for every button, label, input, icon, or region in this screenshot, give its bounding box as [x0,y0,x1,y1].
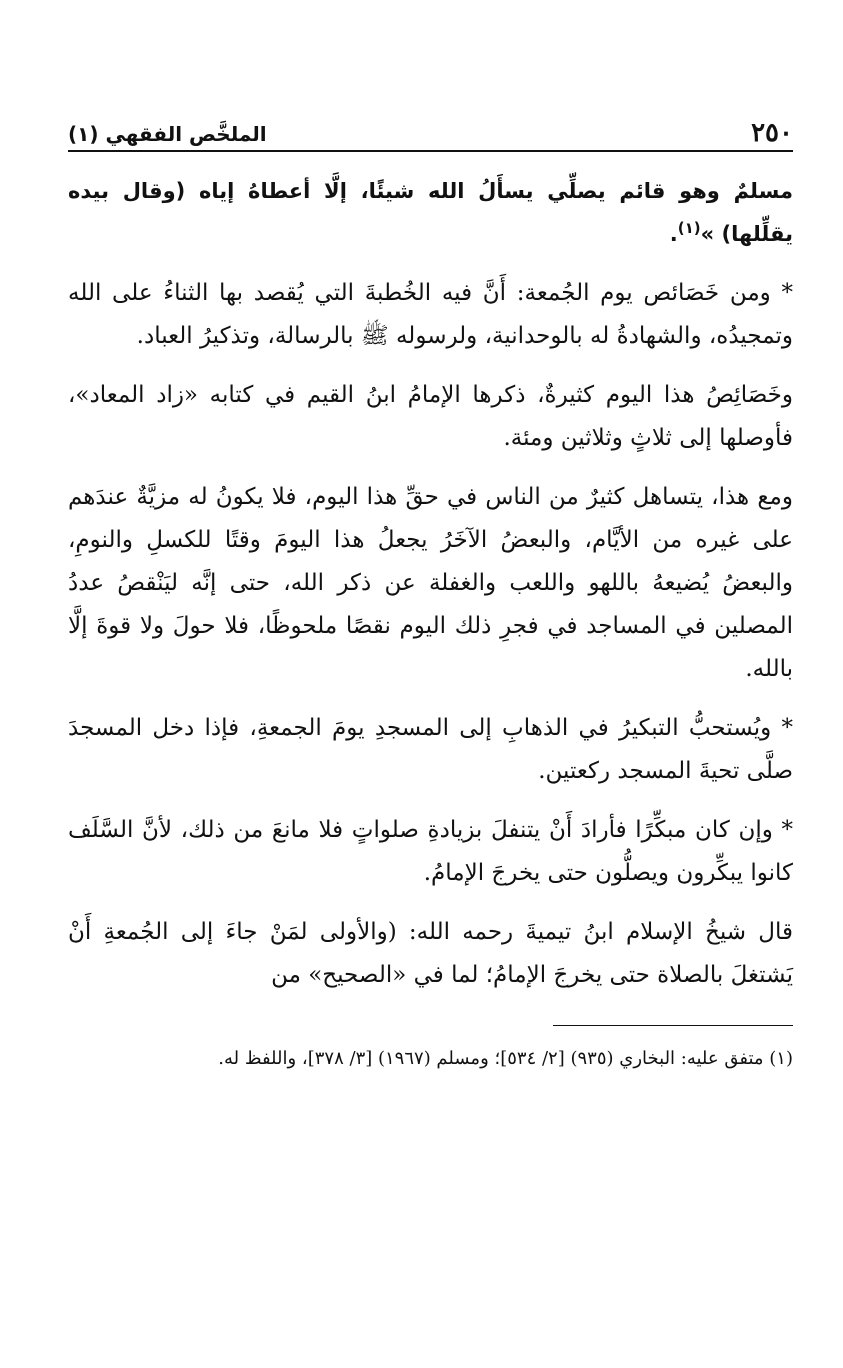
paragraph-5: * ويُستحبُّ التبكيرُ في الذهابِ إلى المسجدِ يومَ الجمعةِ، فإذا دخل المسجدَ صلَّى تحيةَ المسجد ركعتين. [68,715,793,784]
page-number: ٢٥٠ [751,118,793,148]
document-page [68,110,793,1260]
paragraph-7: قال شيخُ الإسلام ابنُ تيميةَ رحمه الله: (والأولى لمَنْ جاءَ إلى الجُمعةِ أَنْ يَشتغلَ بالصلاة حتى يخرجَ الإمامُ؛ لما في «الصحيح» من [68,919,793,988]
body-text [68,170,793,997]
paragraph-2: * ومن خَصَائص يوم الجُمعة: أَنَّ فيه الخُطبةَ التي يُقصد بها الثناءُ على الله وتمجيدُه، والشهادةُ له بالوحدانية، ولرسوله ﷺ بالرسالة، وتذكيرُ العباد. [68,280,793,349]
book-title: الملخَّص الفقهي (١) [68,122,267,146]
paragraph-tail: . [669,222,678,246]
page-header [68,110,793,152]
paragraph-text: مسلمٌ وهو قائم يصلِّي يسأَلُ الله شيئًا، إلَّا أعطاهُ إياه (وقال بيده يقلِّلها) » [68,179,793,246]
footnote: (١) متفق عليه: البخاري (٩٣٥) [٢/ ٥٣٤]؛ ومسلم (١٩٦٧) [٣/ ٣٧٨]، واللفظ له. [218,1048,793,1069]
paragraph-1 [68,170,793,256]
paragraph-3: وخَصَائِصُ هذا اليوم كثيرةٌ، ذكرها الإمامُ ابنُ القيم في كتابه «زاد المعاد»، فأوصلها إلى ثلاثٍ وثلاثين ومئة. [68,382,793,451]
footnote-reference: (١) [677,219,701,237]
footnote-divider [553,1025,793,1026]
paragraph-6: * وإن كان مبكِّرًا فأرادَ أَنْ يتنفلَ بزيادةِ صلواتٍ فلا مانعَ من ذلك، لأنَّ السَّلَف كانوا يبكِّرون ويصلُّون حتى يخرجَ الإمامُ. [68,817,793,886]
paragraph-4: ومع هذا، يتساهل كثيرٌ من الناس في حقِّ هذا اليوم، فلا يكونُ له مزيَّةٌ عندَهم على غيره من الأيَّام، والبعضُ الآخَرُ يجعلُ هذا اليومَ وقتًا للكسلِ والنومِ، والبعضُ يُضيعهُ باللهو واللعب والغفلة عن ذكر الله، حتى إنَّه ليَنْقصُ عددُ المصلين في المساجد في فجرِ ذلك اليوم نقصًا ملحوظًا، فلا حولَ ولا قوةَ إلَّا بالله. [68,484,793,682]
